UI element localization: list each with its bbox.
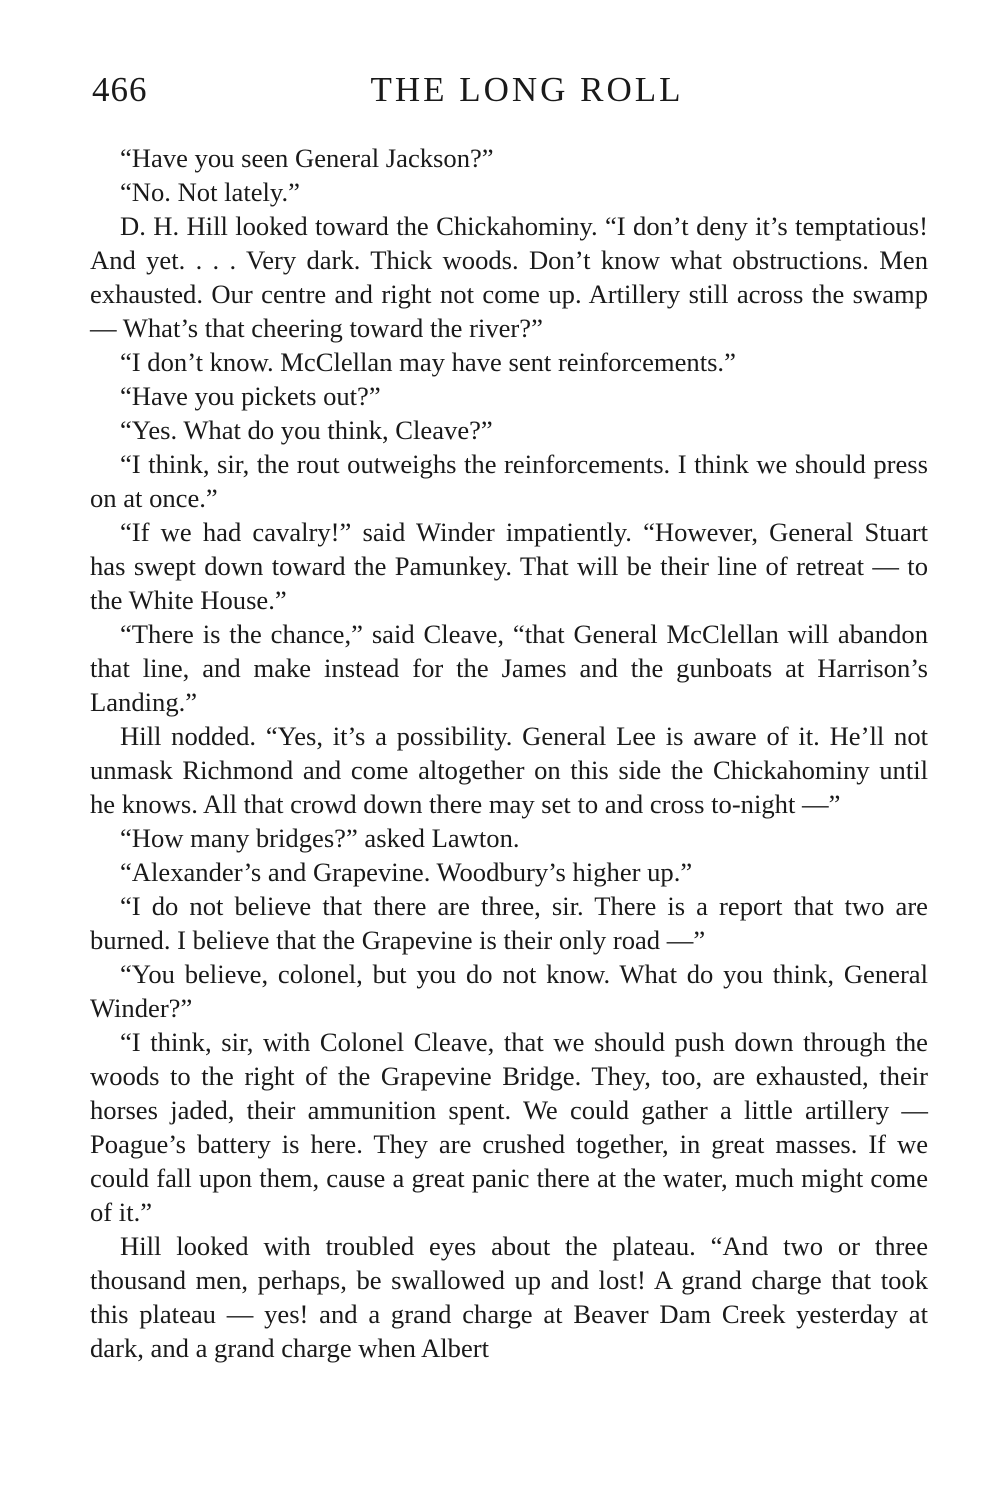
paragraph: “I think, sir, with Colonel Cleave, that we should push down through the woods to the right of the Grapevine Bridge. They, too, are exhausted, their horses jaded, their ammunition spent. We could gather a little artillery — Poague’s battery is here. They are crushed together, in great masses. If we could fall upon them, cause a great panic there at the water, much might come of it.” (90, 1027, 928, 1227)
paragraph: “No. Not lately.” (120, 177, 300, 207)
paragraph: “I do not believe that there are three, sir. There is a report that two are burned. I believe that the Grapevine is their only road —” (90, 891, 928, 955)
page-number: 466 (92, 70, 148, 109)
page-header (92, 70, 932, 120)
paragraph: “Have you seen General Jackson?” (120, 143, 494, 173)
paragraph: “How many bridges?” asked Lawton. (120, 823, 520, 853)
paragraph: “If we had cavalry!” said Winder impatiently. “However, General Stuart has swept down toward the Pamunkey. That will be their line of retreat — to the White House.” (90, 517, 928, 615)
text-body (90, 141, 928, 1365)
paragraph: “I think, sir, the rout outweighs the reinforcements. I think we should press on at once.” (90, 449, 928, 513)
paragraph: “Yes. What do you think, Cleave?” (120, 415, 493, 445)
paragraph: “I don’t know. McClellan may have sent reinforcements.” (120, 347, 736, 377)
paragraph: Hill nodded. “Yes, it’s a possibility. General Lee is aware of it. He’ll not unmask Richmond and come altogether on this side the Chickahominy until he knows. All that crowd down there may set to and cross to-night —” (90, 721, 928, 819)
paragraph: “You believe, colonel, but you do not know. What do you think, General Winder?” (90, 959, 928, 1023)
paragraph: “Alexander’s and Grapevine. Woodbury’s higher up.” (120, 857, 693, 887)
paragraph: “Have you pickets out?” (120, 381, 381, 411)
paragraph: Hill looked with troubled eyes about the plateau. “And two or three thousand men, perhaps, be swallowed up and lost! A grand charge that took this plateau — yes! and a grand charge at Beaver Dam Creek yesterday at dark, and a grand charge when Albert (90, 1231, 928, 1363)
paragraph: “There is the chance,” said Cleave, “that General McClellan will abandon that line, and make instead for the James and the gunboats at Harrison’s Landing.” (90, 619, 928, 717)
running-title: THE LONG ROLL (370, 70, 684, 109)
paragraph: D. H. Hill looked toward the Chickahominy. “I don’t deny it’s temptatious! And yet. . . . Very dark. Thick woods. Don’t know what obstructions. Men exhausted. Our centre and right not come up. Artillery still across the swamp — What’s that cheering toward the river?” (90, 211, 928, 343)
